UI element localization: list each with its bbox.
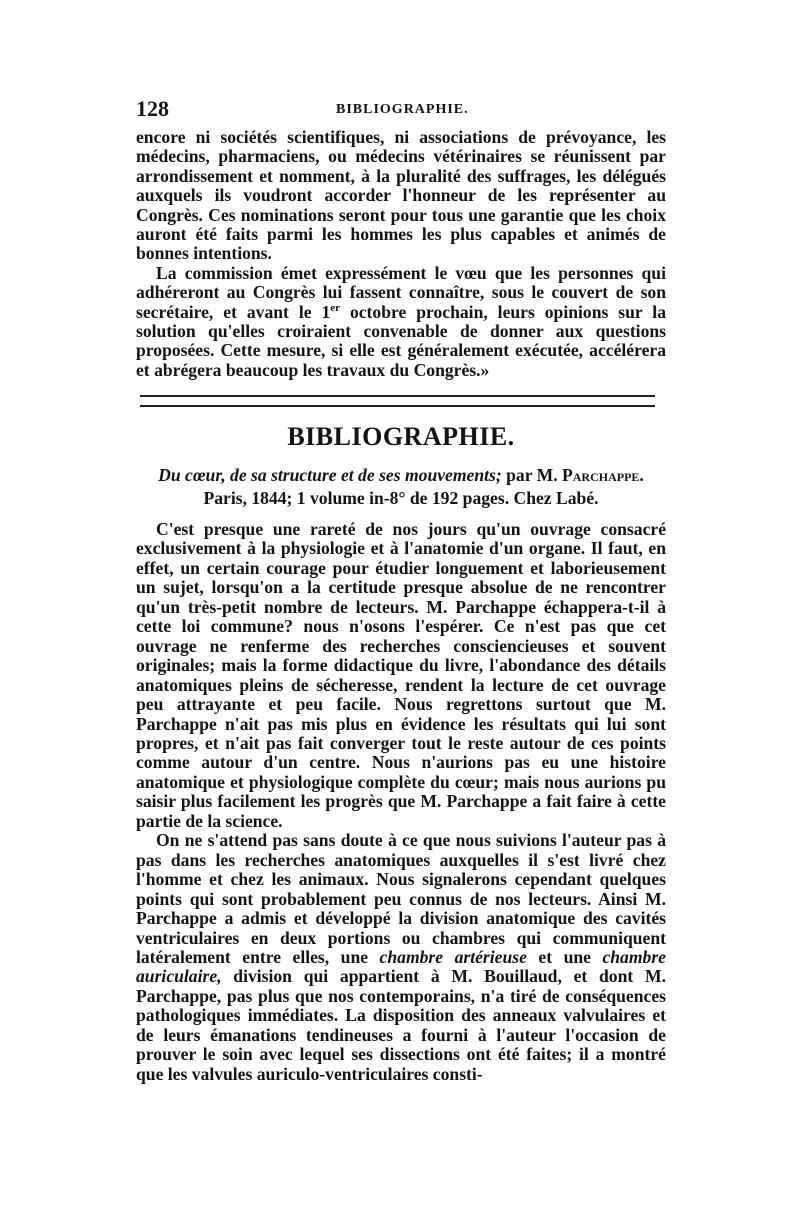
review-heading xyxy=(136,464,666,510)
citation-by: par M. xyxy=(501,465,563,485)
section-title: BIBLIOGRAPHIE. xyxy=(287,422,515,451)
page-number: 128 xyxy=(136,96,169,121)
review-paragraph-2 xyxy=(136,831,666,1084)
review-p2-part-a: On ne s'attend pas sans doute à ce que nous suivions l'auteur pas à pas dans les recherches anatomiques auxquelles il s'est livré chez l'homme et chez les animaux. Nous signalerons cependant quelques points qui sont probablement peu connus de nos lecteurs. Ainsi M. Parchappe a admis et développé la division anatomique des cavités ventriculaires en deux portions ou chambres qui communiquent latéralement entre elles, une xyxy=(136,830,666,967)
continuation-p2-part-b: octobre prochain, leurs opinions sur la solution qu'elles croiraient convenable de donner aux questions proposées. Cette mesure, si elle est généralement exécutée, accélérera et abrégera beaucoup les travaux du Congrès.» xyxy=(136,301,666,380)
continuation-p2-part-a: La commission émet expressément le vœu que les personnes qui adhéreront au Congrès lui fassent connaître, sous le couvert de son secrétaire, et avant le 1 xyxy=(136,262,666,322)
page-header xyxy=(136,96,666,122)
running-head: BIBLIOGRAPHIE. xyxy=(336,102,469,117)
author-name: Parchappe. xyxy=(562,465,644,485)
review-p2-connector: et une xyxy=(526,946,603,967)
continuation-text xyxy=(136,128,666,380)
review-body xyxy=(136,520,666,1084)
continuation-paragraph-2 xyxy=(136,264,666,380)
continuation-paragraph-1: encore ni sociétés scientifiques, ni associations de prévoyance, les médecins, pharmaciens, ou médecins vétérinaires se réunissent par arrondissement et nomment, à la pluralité des suffrages, les délégués auxquels ils voudront accorder l'honneur de les représenter au Congrès. Ces nominations seront pour tous une garantie que les choix auront été faits parmi les hommes les plus capables et animés de bonnes intentions. xyxy=(136,127,666,264)
term-chambre-auriculaire: chambre auriculaire, xyxy=(136,946,666,987)
review-citation xyxy=(136,464,666,487)
imprint-line: Paris, 1844; 1 volume in-8° de 192 pages. Chez Labé. xyxy=(203,488,599,508)
review-paragraph-1: C'est presque une rareté de nos jours qu'un ouvrage consacré exclusivement à la physiologie et à l'anatomie d'un organe. Il faut, en effet, un certain courage pour étudier longuement et laborieusement un sujet, lorsqu'on a la certitude presque absolue de ne rencontrer qu'un très-petit nombre de lecteurs. M. Parchappe échappera-t-il à cette loi commune? nous n'osons l'espérer. Ce n'est pas que cet ouvrage ne renferme des recherches consciencieuses et souvent originales; mais la forme didactique du livre, l'abondance des détails anatomiques pleins de sécheresse, rendent la lecture de cet ouvrage peu attrayante et peu facile. Nous regrettons surtout que M. Parchappe n'ait pas mis plus en évidence les résultats qui lui sont propres, et n'ait pas fait converger tout le reste autour de ces points comme autour d'un centre. Nous n'aurions pas eu une histoire anatomique et physiologique complète du cœur; mais nous aurions pu saisir plus facilement les progrès que M. Parchappe a fait faire à cette partie de la science. xyxy=(136,519,666,831)
term-chambre-arterieuse: chambre artérieuse xyxy=(379,946,527,967)
review-p2-part-b: division qui appartient à M. Bouillaud, et dont M. Parchappe, pas plus que nos contemporains, n'a tiré de conséquences pathologiques immédiates. La disposition des anneaux valvulaires et de leurs émanations tendineuses a fourni à l'auteur l'occasion de prouver le soin avec lequel ses dissections ont été faites; il a montré que les valvules auriculo-ventriculaires consti- xyxy=(136,966,666,1084)
work-title: Du cœur, de sa structure et de ses mouvements; xyxy=(158,465,502,485)
ordinal-superscript: er xyxy=(330,301,341,314)
section-divider xyxy=(140,395,655,407)
